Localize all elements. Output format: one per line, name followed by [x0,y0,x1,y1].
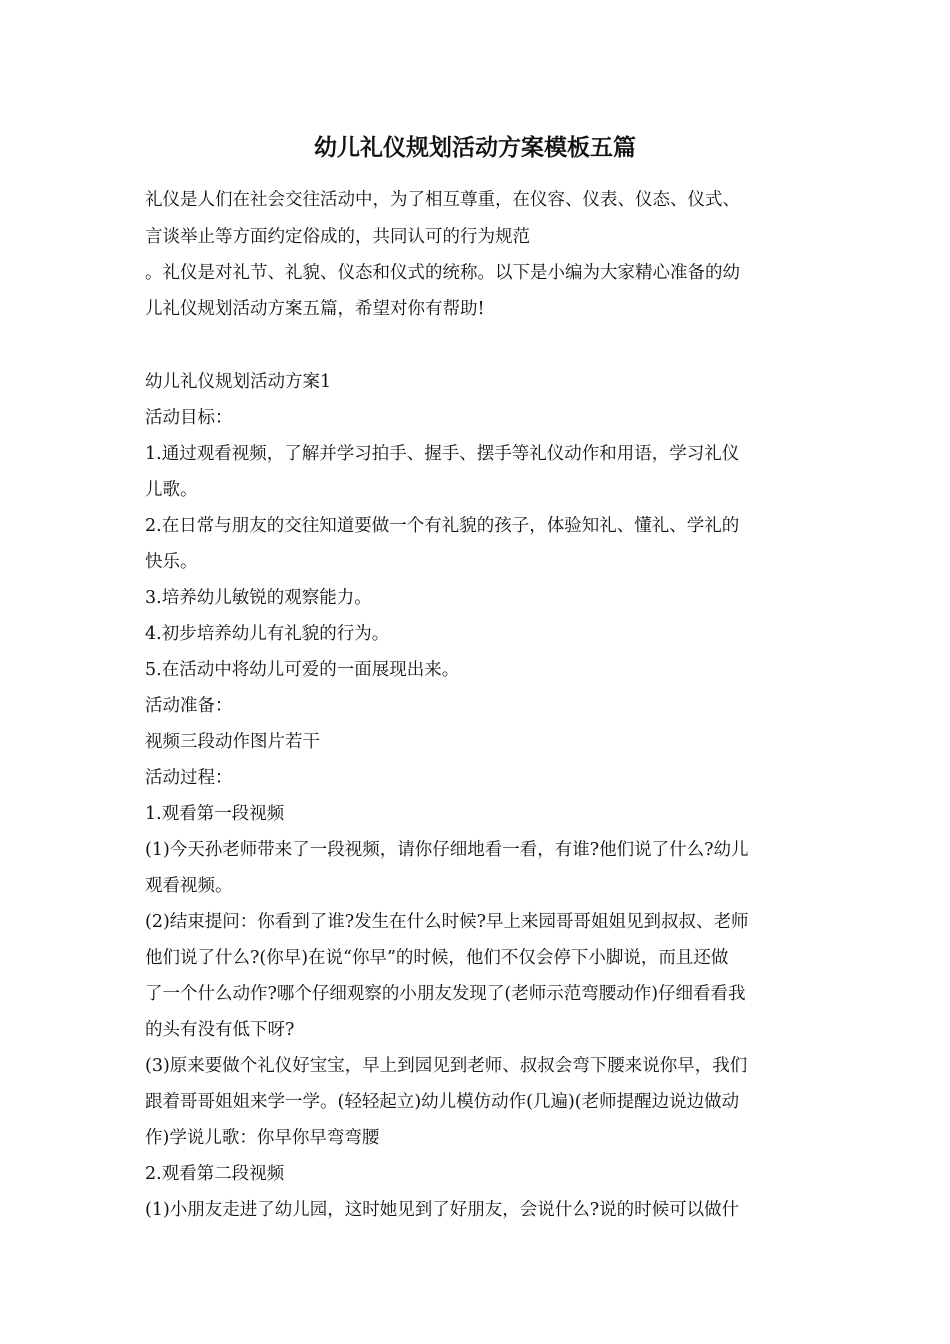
text-line: 2.观看第二段视频 [145,1164,285,1184]
text-line: 观看视频。 [145,876,233,896]
text-line: 1.观看第一段视频 [145,804,285,824]
text-line: 活动过程： [145,768,233,788]
text-line: 跟着哥哥姐姐来学一学。(轻轻起立)幼儿模仿动作(几遍)(老师提醒边说边做动 [145,1092,740,1112]
text-line: 活动目标： [145,408,233,428]
text-line: 视频三段动作图片若干 [145,732,320,752]
text-line: 活动准备： [145,696,233,716]
text-line: 。礼仪是对礼节、礼貌、仪态和仪式的统称。以下是小编为大家精心准备的幼 [145,263,740,283]
text-line: (1)小朋友走进了幼儿园，这时她见到了好朋友，会说什么?说的时候可以做什 [145,1200,740,1220]
text-line: 5.在活动中将幼儿可爱的一面展现出来。 [145,660,460,680]
text-line: 4.初步培养幼儿有礼貌的行为。 [145,624,390,644]
text-line: 作)学说儿歌：你早你早弯弯腰 [145,1128,380,1148]
text-line: 快乐。 [145,552,198,572]
text-line: (3)原来要做个礼仪好宝宝，早上到园见到老师、叔叔会弯下腰来说你早，我们 [145,1056,748,1076]
text-line: 了一个什么动作?哪个仔细观察的小朋友发现了(老师示范弯腰动作)仔细看看我 [145,984,746,1004]
document-title: 幼儿礼仪规划活动方案模板五篇 [314,134,636,161]
text-line: 儿礼仪规划活动方案五篇，希望对你有帮助! [145,299,485,319]
text-line: (2)结束提问：你看到了谁?发生在什么时候?早上来园哥哥姐姐见到叔叔、老师 [145,912,749,932]
text-line: 的头有没有低下呀? [145,1020,295,1040]
text-line: (1)今天孙老师带来了一段视频，请你仔细地看一看，有谁?他们说了什么?幼儿 [145,840,749,860]
text-line: 言谈举止等方面约定俗成的，共同认可的行为规范 [145,227,530,247]
text-line: 2.在日常与朋友的交往知道要做一个有礼貌的孩子，体验知礼、懂礼、学礼的 [145,516,740,536]
section-heading: 幼儿礼仪规划活动方案1 [145,372,332,392]
text-line: 礼仪是人们在社会交往活动中，为了相互尊重，在仪容、仪表、仪态、仪式、 [145,190,740,210]
text-line: 儿歌。 [145,480,198,500]
text-line: 1.通过观看视频，了解并学习拍手、握手、摆手等礼仪动作和用语，学习礼仪 [145,444,740,464]
text-line: 3.培养幼儿敏锐的观察能力。 [145,588,372,608]
text-line: 他们说了什么?(你早)在说“你早”的时候，他们不仅会停下小脚说，而且还做 [145,948,729,968]
